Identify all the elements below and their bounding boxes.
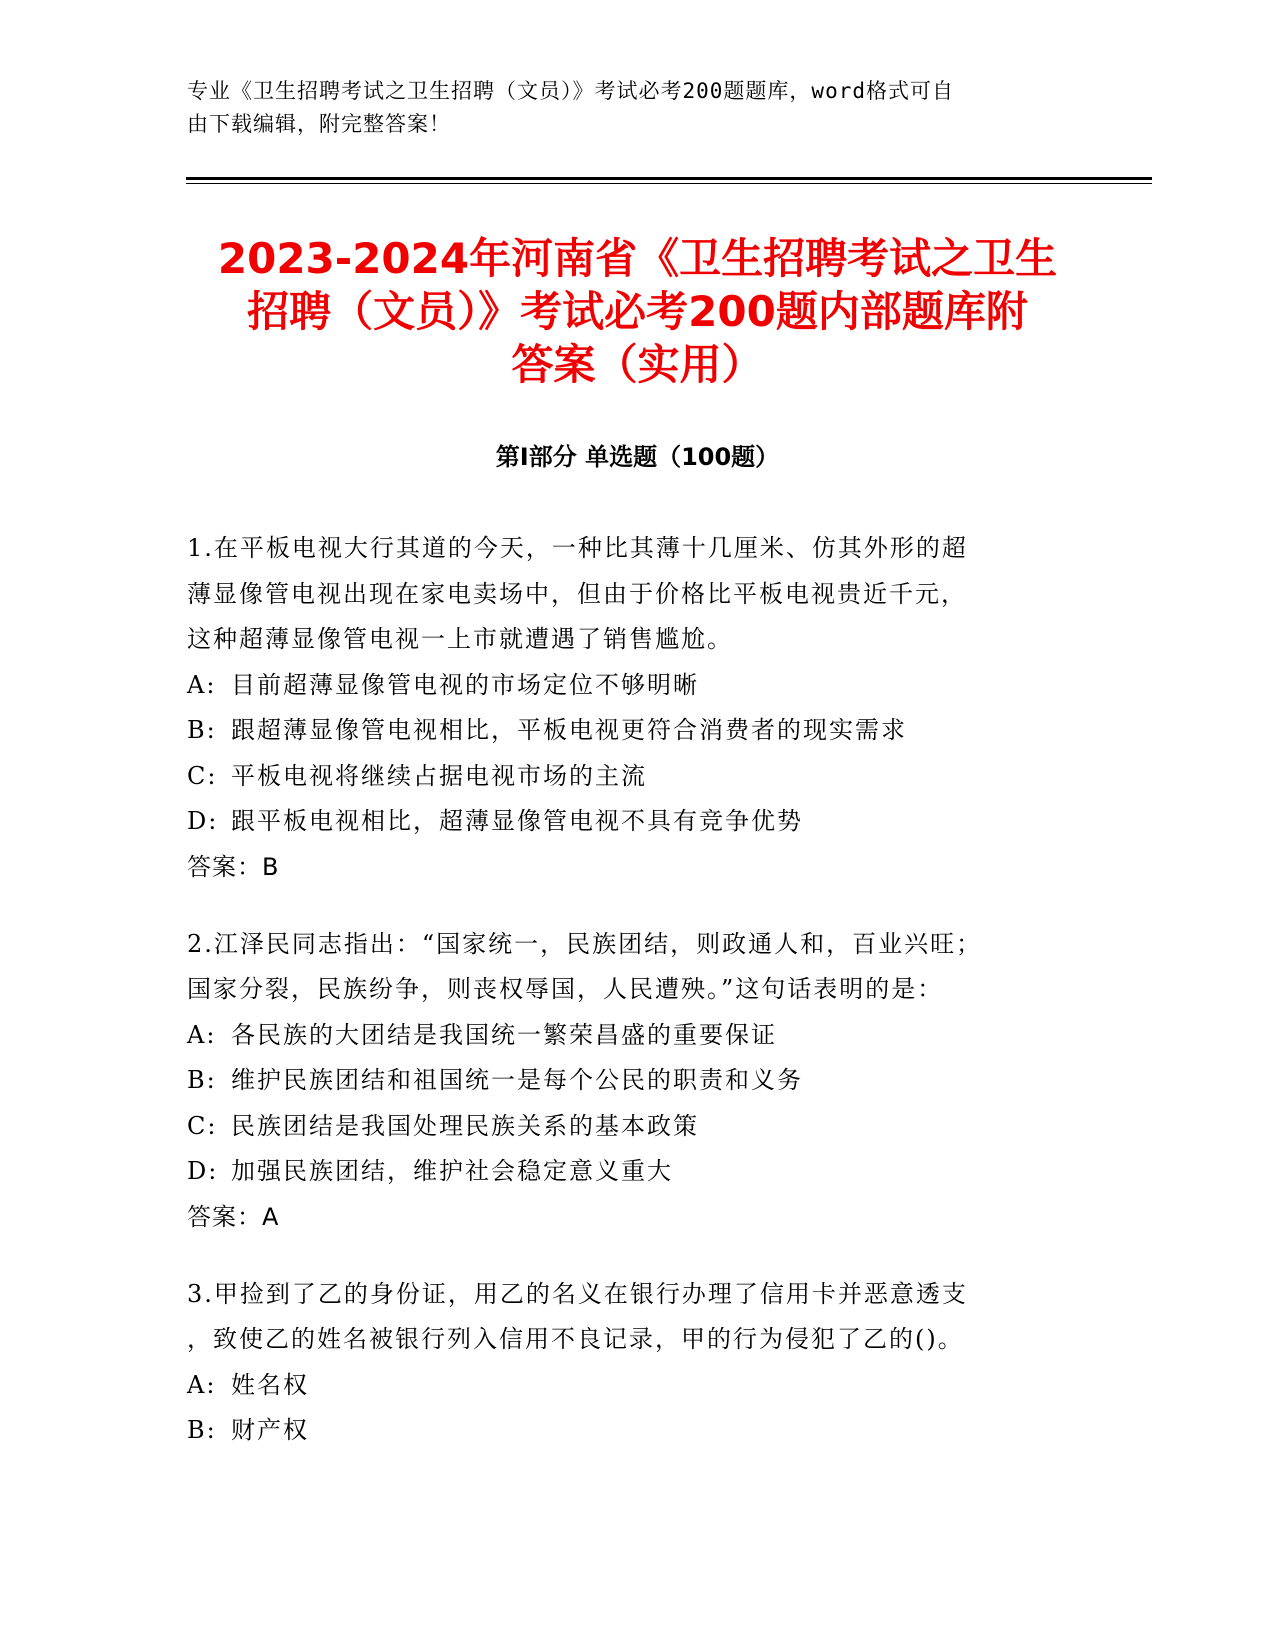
title-line: 招聘（文员）》考试必考200题内部题库附 [247, 287, 1028, 336]
option-letter: B: [187, 716, 217, 744]
answer-line: 答案：B [187, 852, 280, 881]
question-stem [187, 922, 1087, 1013]
option-a [187, 1013, 1087, 1059]
option-text: 姓名权 [231, 1370, 309, 1399]
question-stem [187, 1272, 1087, 1363]
option-b [187, 708, 1087, 754]
option-letter: D: [187, 807, 219, 835]
option-b [187, 1408, 1087, 1454]
header-note-line: 由下载编辑，附完整答案！ [187, 112, 451, 136]
header-note-line: 专业《卫生招聘考试之卫生招聘（文员）》考试必考200题题库，word格式可自 [187, 79, 954, 103]
header-divider-thick [186, 177, 1152, 180]
option-text: 跟超薄显像管电视相比，平板电视更符合消费者的现实需求 [231, 716, 907, 744]
question-stem-line: 2.江泽民同志指出：“国家统一，民族团结，则政通人和，百业兴旺； [187, 929, 983, 958]
title-line: 2023-2024年河南省《卫生招聘考试之卫生 [217, 234, 1058, 283]
option-text: 各民族的大团结是我国统一繁荣昌盛的重要保证 [231, 1020, 777, 1049]
question-list [187, 526, 1087, 1487]
question-3 [187, 1272, 1087, 1454]
option-text: 跟平板电视相比，超薄显像管电视不具有竞争优势 [231, 807, 803, 835]
option-letter: A: [187, 1370, 217, 1399]
question-2 [187, 922, 1087, 1239]
option-c [187, 1104, 1087, 1150]
header-divider-thin [186, 183, 1152, 184]
option-text: 维护民族团结和祖国统一是每个公民的职责和义务 [231, 1066, 803, 1094]
option-text: 民族团结是我国处理民族关系的基本政策 [231, 1111, 699, 1140]
document-title [150, 232, 1125, 391]
question-stem-line: 3.甲捡到了乙的身份证，用乙的名义在银行办理了信用卡并恶意透支 [187, 1279, 968, 1308]
header-note [187, 75, 1067, 141]
option-text: 财产权 [231, 1416, 309, 1444]
answer-line: 答案：A [187, 1202, 280, 1231]
option-a [187, 1363, 1087, 1409]
question-stem-line: 薄显像管电视出现在家电卖场中，但由于价格比平板电视贵近千元， [187, 579, 967, 608]
option-c [187, 754, 1087, 800]
option-text: 目前超薄显像管电视的市场定位不够明晰 [231, 670, 699, 699]
option-d [187, 799, 1087, 845]
option-letter: C: [187, 761, 218, 790]
question-stem-line: ，致使乙的姓名被银行列入信用不良记录，甲的行为侵犯了乙的()。 [187, 1325, 964, 1353]
option-b [187, 1058, 1087, 1104]
option-letter: D: [187, 1157, 219, 1185]
question-stem-line: 这种超薄显像管电视一上市就遭遇了销售尴尬。 [187, 625, 733, 653]
option-a [187, 663, 1087, 709]
option-letter: A: [187, 670, 217, 699]
option-letter: B: [187, 1066, 217, 1094]
question-stem-line: 国家分裂，民族纷争，则丧权辱国，人民遭殃。”这句话表明的是： [187, 975, 944, 1003]
question-stem [187, 526, 1087, 663]
option-letter: A: [187, 1020, 217, 1049]
option-letter: C: [187, 1111, 218, 1140]
option-text: 平板电视将继续占据电视市场的主流 [231, 761, 647, 790]
title-line: 答案（实用） [511, 340, 764, 389]
option-text: 加强民族团结，维护社会稳定意义重大 [231, 1157, 673, 1185]
question-1 [187, 526, 1087, 889]
question-stem-line: 1.在平板电视大行其道的今天，一种比其薄十几厘米、仿其外形的超 [187, 534, 968, 562]
option-d [187, 1149, 1087, 1195]
section-title: 第Ⅰ部分 单选题（100题） [495, 443, 780, 471]
option-letter: B: [187, 1416, 217, 1444]
